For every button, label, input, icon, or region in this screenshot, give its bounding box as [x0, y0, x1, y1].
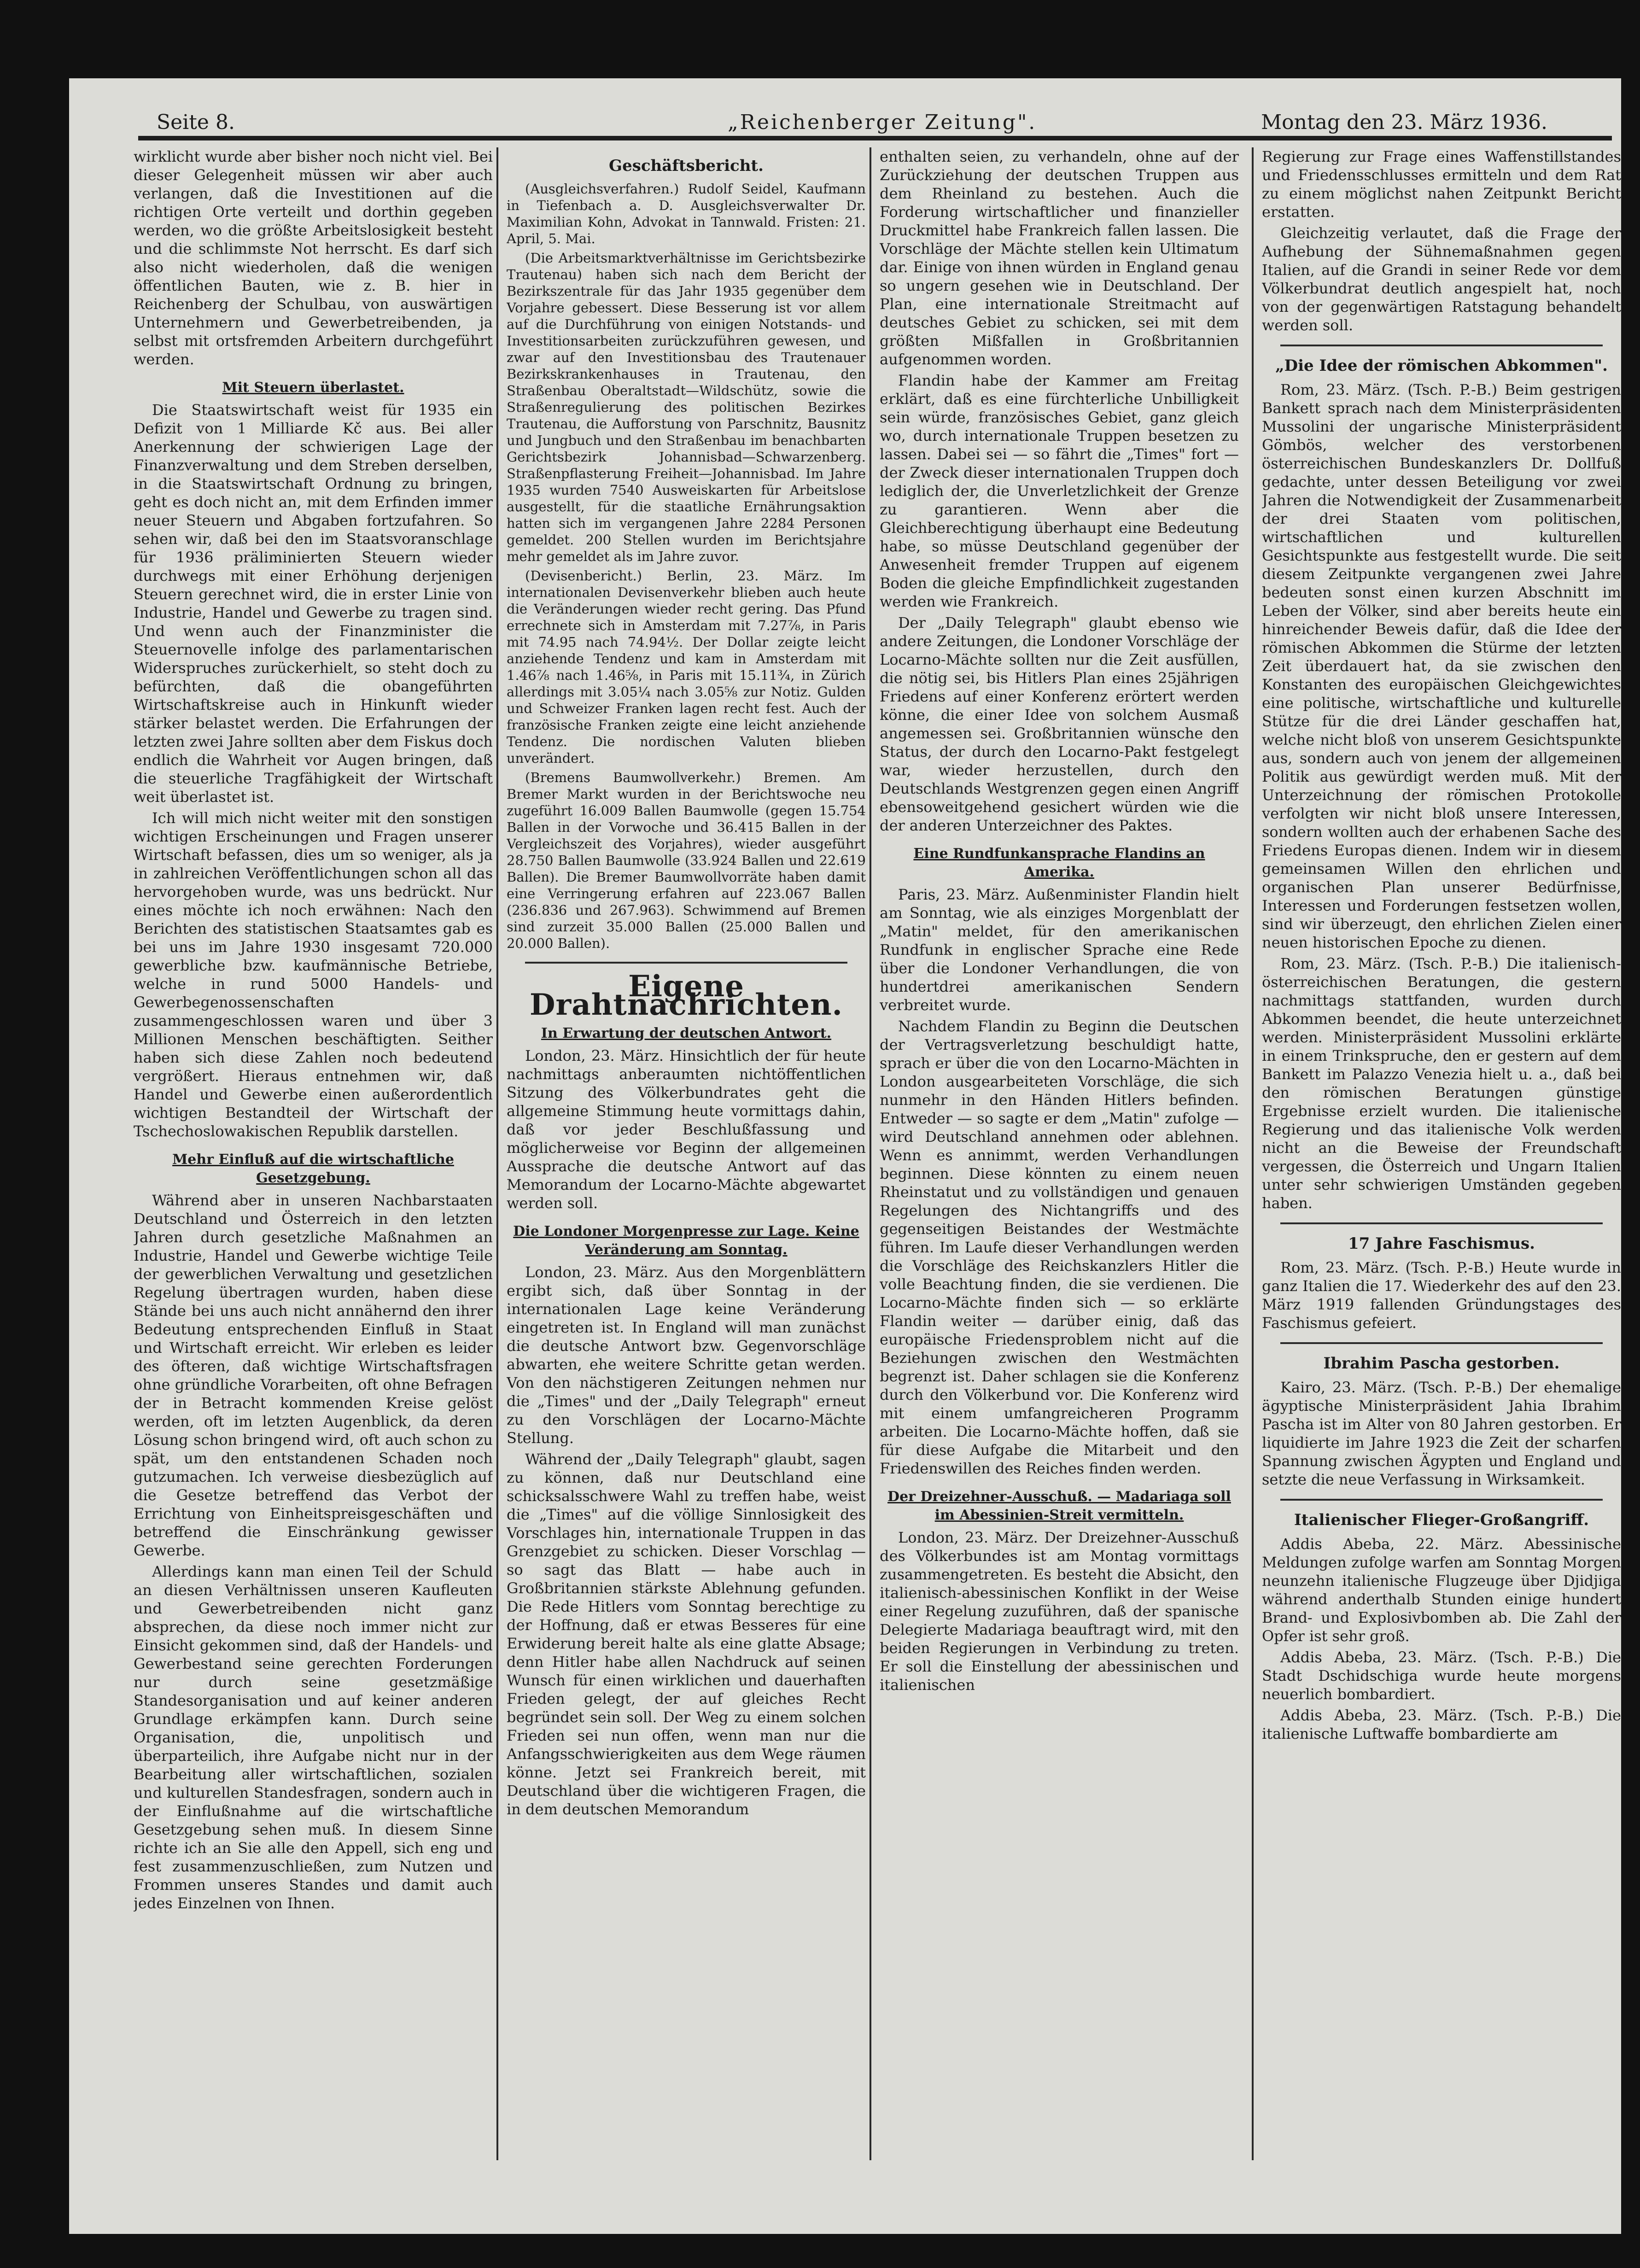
section-heading: Der Dreizehner-Ausschuß. — Madariaga soll im Abessinien-Streit vermitteln.: [887, 1489, 1231, 1523]
section-heading: Geschäftsbericht.: [609, 157, 764, 175]
article-paragraph: Gleichzeitig verlautet, daß die Frage der Aufhebung der Sühnemaßnahmen gegen Italien, auf die Grandi in seiner Rede vor dem Völkerbundrat deutlich angespielt hat, noch von der gegenwärtigen Ratstagung behandelt werden soll.: [1262, 224, 1621, 334]
department-heading: Eigene Drahtnachrichten.: [530, 969, 843, 1022]
article-paragraph: (Bremens Baumwollverkehr.) Bremen. Am Bremer Markt wurden in der Berichtswoche neu zugeführt 16.009 Ballen Baumwolle (gegen 15.754 Ballen in der Vorwoche und 36.415 Ballen in der Vergleichszeit des Vorjahres), wieder ausgeführt 28.750 Ballen Baumwolle (33.924 Ballen und 22.619 Ballen). Die Bremer Baumwollvorräte haben damit eine Verringerung erfahren auf 223.067 Ballen (236.836 und 267.963). Schwimmend auf Bremen sind zurzeit 35.000 Ballen (25.000 Ballen und 20.000 Ballen).: [507, 770, 866, 951]
article-paragraph: Flandin habe der Kammer am Freitag erklärt, daß es eine fürchterliche Unbilligkeit sein würde, französisches Gebiet, ganz gleich wo, durch internationale Truppen besetzen zu lassen. Dabei sei — so fährt die „Times" fort — der Zweck dieser internationalen Truppen doch lediglich der, die Unverletzlichkeit der Grenze zu garantieren. Wenn aber die Gleichberechtigung überhaupt eine Bedeutung habe, so müsse Deutschland gegenüber der Anwesenheit fremder Truppen auf eigenem Boden die gleiche Empfindlichkeit zugestanden werden wie Frankreich.: [880, 372, 1239, 610]
page-number: Seite 8.: [157, 111, 235, 134]
masthead: [92, 106, 1612, 138]
section-heading: Italienischer Flieger-Großangriff.: [1294, 1511, 1589, 1529]
article-paragraph: Der „Daily Telegraph" glaubt ebenso wie andere Zeitungen, die Londoner Vorschläge der Locarno-Mächte sollten nur die Zeit ausfüllen, die nötig sei, bis Hitlers Plan eines 25jährigen Friedens auf einer Konferenz erörtert werden könne, die einer Idee von solchem Ausmaß angemessen sei. Großbritannien wünsche den Status, der durch den Locarno-Pakt festgelegt war, wieder herzustellen, durch den Deutschlands Westgrenzen gegen einen Angriff ebensoweitgehend gesichert würden wie die der anderen Unterzeichner des Paktes.: [880, 614, 1239, 834]
column-rule: [870, 147, 871, 2160]
column-4: [1262, 147, 1621, 2165]
section-divider: [1280, 1499, 1603, 1501]
header-rule: [138, 136, 1612, 140]
article-paragraph: London, 23. März. Der Dreizehner-Ausschuß des Völkerbundes ist am Montag vormittags zusammengetreten. Es besteht die Absicht, den italienisch-abessinischen Konflikt in der Weise einer Regelung zuzuführen, daß der spanische Delegierte Madariaga beauftragt wird, mit den beiden Regierungen in Verbindung zu treten. Er soll die Einstellung der abessinischen und italienischen: [880, 1529, 1239, 1694]
article-paragraph: London, 23. März. Aus den Morgenblättern ergibt sich, daß über Sonntag in der internationalen Lage keine Veränderung eingetreten ist. In England will man zunächst die deutsche Antwort bzw. Gegenvorschläge abwarten, ehe weitere Schritte getan werden. Von den nächstigeren Zeitungen nehmen nur die „Times" und der „Daily Telegraph" erneut zu den Vorschlägen der Locarno-Mächte Stellung.: [507, 1263, 866, 1447]
article-paragraph: enthalten seien, zu verhandeln, ohne auf der Zurückziehung der deutschen Truppen aus dem Rheinland zu bestehen. Auch die Forderung wirtschaftlicher und finanzieller Druckmittel habe Frankreich fallen lassen. Die Vorschläge der Mächte stellen kein Ultimatum dar. Einige von ihnen würden in England genau so ungern gesehen wie in Deutschland. Der Plan, eine internationale Streitmacht auf deutsches Gebiet zu schicken, sei mit dem größten Mißfallen in Großbritannien aufgenommen worden.: [880, 148, 1239, 368]
article-paragraph: Addis Abeba, 23. März. (Tsch. P.-B.) Die italienische Luftwaffe bombardierte am: [1262, 1707, 1621, 1742]
article-paragraph: London, 23. März. Hinsichtlich der für heute nachmittags anberaumten nichtöffentlichen Sitzung des Völkerbundrates geht die allgemeine Stimmung heute vormittags dahin, daß vor jeder Beschlußfassung und möglicherweise vor Beginn der allgemeinen Aussprache die deutsche Antwort auf das Memorandum der Locarno-Mächte abgewartet werden soll.: [507, 1047, 866, 1212]
section-heading: Die Londoner Morgenpresse zur Lage. Keine Veränderung am Sonntag.: [513, 1223, 859, 1258]
article-paragraph: Rom, 23. März. (Tsch. P.-B.) Beim gestrigen Bankett sprach nach dem Ministerpräsidenten Mussolini der ungarische Ministerpräsident Gömbös, welcher des verstorbenen österreichischen Bundeskanzlers Dr. Dollfuß gedachte, unter dessen Beteiligung vor zwei Jahren die Notwendigkeit der Zusammenarbeit der drei Staaten vom politischen, wirtschaftlichen und kulturellen Gesichtspunkte aus festgestellt wurde. Die seit diesem Zeitpunkte vergangenen zwei Jahre bedeuten sonst einen kurzen Abschnitt im Leben der Völker, sind aber bereits heute ein hinreichender Beweis dafür, daß die Idee der römischen Abkommen die Stürme der letzten Zeit überdauert hat, da sie zwischen den Konstanten des europäischen Gleichgewichtes eine politische, wirtschaftliche und kulturelle Stütze für die drei Länder geschaffen hat, welche nicht bloß von unserem Gesichtspunkte aus, sondern auch von jenem der allgemeinen Politik aus gewürdigt werden muß. Mit der Unterzeichnung der römischen Protokolle verfolgten wir nicht bloß unsere Interessen, sondern wollten auch der erhabenen Sache des Friedens Europas dienen. Indem wir in diesem gemeinsamen Willen den ehrlichen und organischen Plan unserer Bedürfnisse, Interessen und Forderungen festsetzen wollen, sind wir überzeugt, den ehrlichen Zielen einer neuen historischen Epoche zu dienen.: [1262, 381, 1621, 951]
article-paragraph: Paris, 23. März. Außenminister Flandin hielt am Sonntag, wie als einziges Morgenblatt der „Matin" meldet, für den amerikanischen Rundfunk in englischer Sprache eine Rede über die Londoner Verhandlungen, die von hundertdrei amerikanischen Sendern verbreitet wurde.: [880, 886, 1239, 1014]
section-heading: 17 Jahre Faschismus.: [1348, 1234, 1535, 1253]
article-paragraph: Nachdem Flandin zu Beginn die Deutschen der Vertragsverletzung beschuldigt hatte, sprach er über die von den Locarno-Mächten in London ausgearbeiteten Vorschläge, die sich nunmehr in den Händen Hitlers befinden. Entweder — so sagte er dem „Matin" zufolge — wird Deutschland annehmen oder ablehnen. Wenn es annimmt, werden Verhandlungen beginnen. Diese könnten zu einem neuen Rheinstatut und zu vollständigen und genauen Regelungen des Nichtangriffs und des gegenseitigen Beistandes der Westmächte führen. Im Laufe dieser Verhandlungen werden die Vorschläge des Reichskanzlers Hitler die volle Beachtung finden, die sie verdienen. Die Locarno-Mächte finden sich — so erklärte Flandin weiter — darüber einig, daß das europäische Friedensproblem nicht auf die Beziehungen zwischen den Westmächten begrenzt ist. Daher schlagen sie die Konferenz durch den Völkerbund vor. Die Konferenz wird mit einem umfangreicheren Programm arbeiten. Die Locarno-Mächte hoffen, daß sie für diese Aufgabe die Mitarbeit und den Friedenswillen des Reiches finden werden.: [880, 1017, 1239, 1477]
section-divider: [1280, 1342, 1603, 1344]
article-paragraph: Addis Abeba, 22. März. Abessinische Meldungen zufolge warfen am Sonntag Morgen neunzehn italienische Flugzeuge über Djidjiga während anderthalb Stunden einige hundert Brand- und Explosivbomben ab. Die Zahl der Opfer ist sehr groß.: [1262, 1535, 1621, 1645]
section-divider: [525, 962, 847, 964]
section-heading: Eine Rundfunkansprache Flandins an Amerika.: [913, 846, 1205, 880]
section-heading: Mehr Einfluß auf die wirtschaftliche Gesetzgebung.: [172, 1152, 454, 1186]
section-divider: [1280, 345, 1603, 346]
section-heading: Ibrahim Pascha gestorben.: [1323, 1354, 1560, 1373]
article-paragraph: Ich will mich nicht weiter mit den sonstigen wichtigen Erscheinungen und Fragen unserer Wirtschaft befassen, dies um so weniger, als ja in zahlreichen Veröffentlichungen schon all das hervorgehoben wurde, was uns bedrückt. Nur eines möchte ich noch erwähnen: Nach den Berichten des statistischen Staatsamtes gab es bei uns im Jahre 1930 insgesamt 720.000 gewerbliche bzw. kaufmännische Betriebe, welche in rund 5000 Handels- und Gewerbegenossenschaften zusammengeschlossen waren und über 3 Millionen Menschen beschäftigten. Seither haben sich diese Zahlen noch bedeutend vergrößert. Hieraus entnehmen wir, daß Handel und Gewerbe einen außerordentlich wichtigen Bestandteil der Wirtschaft der Tschechoslowakischen Republik darstellen.: [134, 809, 493, 1140]
section-heading: In Erwartung der deutschen Antwort.: [541, 1025, 832, 1041]
article-paragraph: Regierung zur Frage eines Waffenstillstandes und Friedensschlusses ermitteln und dem Rat zu einem möglichst nahen Zeitpunkt Bericht erstatten.: [1262, 148, 1621, 221]
article-paragraph: Rom, 23. März. (Tsch. P.-B.) Die italienisch-österreichischen Beratungen, die gestern nachmittags stattfanden, wurden durch Abkommen beendet, die heute unterzeichnet werden. Ministerpräsident Mussolini erklärte in einem Trinkspruche, den er gestern auf dem Bankett im Palazzo Venezia hielt u. a., daß bei den römischen Beratungen günstige Ergebnisse erzielt wurden. Die italienische Regierung und das italienische Volk werden nicht an die Beweise der Freundschaft vergessen, die Österreich und Ungarn Italien unter sehr schwierigen Umständen gegeben haben.: [1262, 955, 1621, 1212]
article-paragraph: (Devisenbericht.) Berlin, 23. März. Im internationalen Devisenverkehr blieben auch heute die Veränderungen wieder recht gering. Das Pfund errechnete sich in Amsterdam mit 7.27⅞, in Paris mit 74.95 nach 74.94½. Der Dollar zeigte leicht anziehende Tendenz und kam in Amsterdam mit 1.46⅞ nach 1.46⅝, in Paris mit 15.11¾, in Zürich allerdings mit 3.05¼ nach 3.05⅝ zur Notiz. Gulden und Schweizer Franken lagen recht fest. Auch der französische Franken zeigte eine leicht anziehende Tendenz. Die nordischen Valuten blieben unverändert.: [507, 568, 866, 766]
article-paragraph: Während aber in unseren Nachbarstaaten Deutschland und Österreich in den letzten Jahren durch gesetzliche Maßnahmen an Industrie, Handel und Gewerbe wichtige Teile der gewerblichen Verwaltung und gesetzlichen Regelung übertragen wurden, haben diese Stände bei uns auch nicht annähernd den ihrer Bedeutung entsprechenden Einfluß in Staat und Wirtschaft erreicht. Wir erleben es leider des öfteren, daß wichtige Wirtschaftsfragen ohne gründliche Vorarbeiten, oft ohne Befragen der in Betracht kommenden Kreise gelöst werden, oft im letzten Augenblick, da deren Lösung schon bringend wird, oft auch schon zu spät, um den entstandenen Schaden noch gutzumachen. Ich verweise diesbezüglich auf die Gesetze betreffend das Verbot der Errichtung von Einheitspreisgeschäften und betreffend die Einschränkung gewisser Gewerbe.: [134, 1192, 493, 1559]
column-rule: [1252, 147, 1254, 2160]
article-paragraph: Allerdings kann man einen Teil der Schuld an diesen Verhältnissen unseren Kaufleuten und Gewerbetreibenden nicht ganz absprechen, da diese noch immer nicht zur Einsicht gekommen sind, daß der Handels- und Gewerbestand seine gerechten Forderungen nur durch seine gesetzmäßige Standesorganisation und auf keiner anderen Grundlage erkämpfen kann. Durch seine Organisation, die, unpolitisch und überparteilich, ihre Aufgabe nicht nur in der Bearbeitung aller wirtschaftlichen, sozialen und kulturellen Standesfragen, sondern auch in der Einflußnahme auf die wirtschaftliche Gesetzgebung sehen muß. In diesem Sinne richte ich an Sie alle den Appell, sich eng und fest zusammenzuschließen, zum Nutzen und Frommen unseres Standes und damit auch jedes Einzelnen von Ihnen.: [134, 1563, 493, 1912]
article-paragraph: (Die Arbeitsmarktverhältnisse im Gerichtsbezirke Trautenau) haben sich nach dem Bericht der Bezirkszentrale für das Jahr 1935 gegenüber dem Vorjahre gebessert. Diese Besserung ist vor allem auf die Durchführung von einigen Notstands- und Investitionsarbeiten zurückzuführen gewesen, und zwar auf den Investitionsbau des Trautenauer Bezirkskrankenhauses in Trautenau, den Straßenbau Oberaltstadt—Wildschütz, sowie die Straßenregulierung des politischen Bezirkes Trautenau, die Aufforstung von Parschnitz, Bausnitz und Jungbuch und den Straßenbau im benachbarten Gerichtsbezirk Johannisbad—Schwarzenberg. Straßenpflasterung Freiheit—Johannisbad. Im Jahre 1935 wurden 7540 Ausweiskarten für Arbeitslose ausgestellt, für die staatliche Ernährungsaktion hatten sich im vergangenen Jahre 2284 Personen gemeldet. 200 Stellen wurden im Berichtsjahre mehr gemeldet als im Jahre zuvor.: [507, 250, 866, 564]
newspaper-title: „Reichenberger Zeitung".: [728, 111, 1037, 134]
article-paragraph: Rom, 23. März. (Tsch. P.-B.) Heute wurde in ganz Italien die 17. Wiederkehr des auf den 23. März 1919 fallenden Gründungstages des Faschismus gefeiert.: [1262, 1259, 1621, 1332]
article-paragraph: wirklicht wurde aber bisher noch nicht viel. Bei dieser Gelegenheit müssen wir aber auch verlangen, daß die Investitionen auf die richtigen Orte verteilt und dorthin gegeben werden, wo die größte Arbeitslosigkeit besteht und die schlimmste Not herrscht. Es darf sich also nicht wiederholen, daß die wenigen öffentlichen Bauten, wie z. B. hier in Reichenberg der Schulbau, von auswärtigen Unternehmern und Gewerbetreibenden, ja selbst mit ortsfremden Arbeitern durchgeführt werden.: [134, 148, 493, 368]
column-rule: [496, 147, 498, 2160]
article-paragraph: Addis Abeba, 23. März. (Tsch. P.-B.) Die Stadt Dschidschiga wurde heute morgens neuerlich bombardiert.: [1262, 1648, 1621, 1703]
issue-date: Montag den 23. März 1936.: [1261, 111, 1547, 134]
article-paragraph: (Ausgleichsverfahren.) Rudolf Seidel, Kaufmann in Tiefenbach a. D. Ausgleichsverwalter Dr. Maximilian Kohn, Advokat in Tannwald. Fristen: 21. April, 5. Mai.: [507, 181, 866, 246]
article-paragraph: Kairo, 23. März. (Tsch. P.-B.) Der ehemalige ägyptische Ministerpräsident Jahia Ibrahim Pascha ist im Alter von 80 Jahren gestorben. Er liquidierte im Jahre 1923 die Zeit der scharfen Spannung zwischen Ägypten und England und setzte die neue Verfassung in Wirksamkeit.: [1262, 1379, 1621, 1488]
article-paragraph: Während der „Daily Telegraph" glaubt, sagen zu können, daß nur Deutschland eine schicksalsschwere Wahl zu treffen habe, weist die „Times" auf die völlige Sinnlosigkeit des Vorschlages hin, internationale Truppen in das Grenzgebiet zu schicken. Dieser Vorschlag — so sagt das Blatt — habe auch in Großbritannien stärkste Ablehnung gefunden. Die Rede Hitlers vom Sonntag berechtige zu der Hoffnung, daß er etwas Besseres für eine Erwiderung bereit halte als eine glatte Absage; denn Hitler habe allen Nachdruck auf seinen Wunsch für einen wirklichen und dauerhaften Frieden gelegt, der auf gleiches Recht begründet sein soll. Der Weg zu einem solchen Frieden sei nun offen, wenn man nur die Anfangsschwierigkeiten aus dem Wege räumen könne. Jetzt sei Frankreich bereit, mit Deutschland über die wichtigeren Fragen, die in dem deutschen Memorandum: [507, 1450, 866, 1818]
column-3: [880, 147, 1239, 2165]
section-divider: [1280, 1222, 1603, 1224]
column-2: [507, 147, 866, 2165]
section-heading: „Die Idee der römischen Abkommen".: [1275, 357, 1608, 375]
article-paragraph: Die Staatswirtschaft weist für 1935 ein Defizit von 1 Milliarde Kč aus. Bei aller Anerkennung der schwierigen Lage der Finanzverwaltung und dem Streben derselben, in die Staatswirtschaft Ordnung zu bringen, geht es doch nicht an, mit dem Erfinden immer neuer Steuern und Abgaben fortzufahren. So sehen wir, daß bei den im Staatsvoranschlage für 1936 präliminierten Steuern wieder durchwegs mit einer Erhöhung derjenigen Steuern gerechnet wird, die in erster Linie von Industrie, Handel und Gewerbe zu tragen sind. Und wenn auch der Finanzminister die Steuernovelle infolge des parlamentarischen Widerspruches zurückerhielt, so steht doch zu befürchten, daß die obangeführten Wirtschaftskreise auch in Hinkunft wieder stärker belastet werden. Die Erfahrungen der letzten zwei Jahre sollten aber dem Fiskus doch endlich die Wahrheit vor Augen bringen, daß die steuerliche Tragfähigkeit der Wirtschaft weit überlastet ist.: [134, 401, 493, 806]
column-1: [134, 147, 493, 2165]
section-heading: Mit Steuern überlastet.: [222, 380, 404, 396]
